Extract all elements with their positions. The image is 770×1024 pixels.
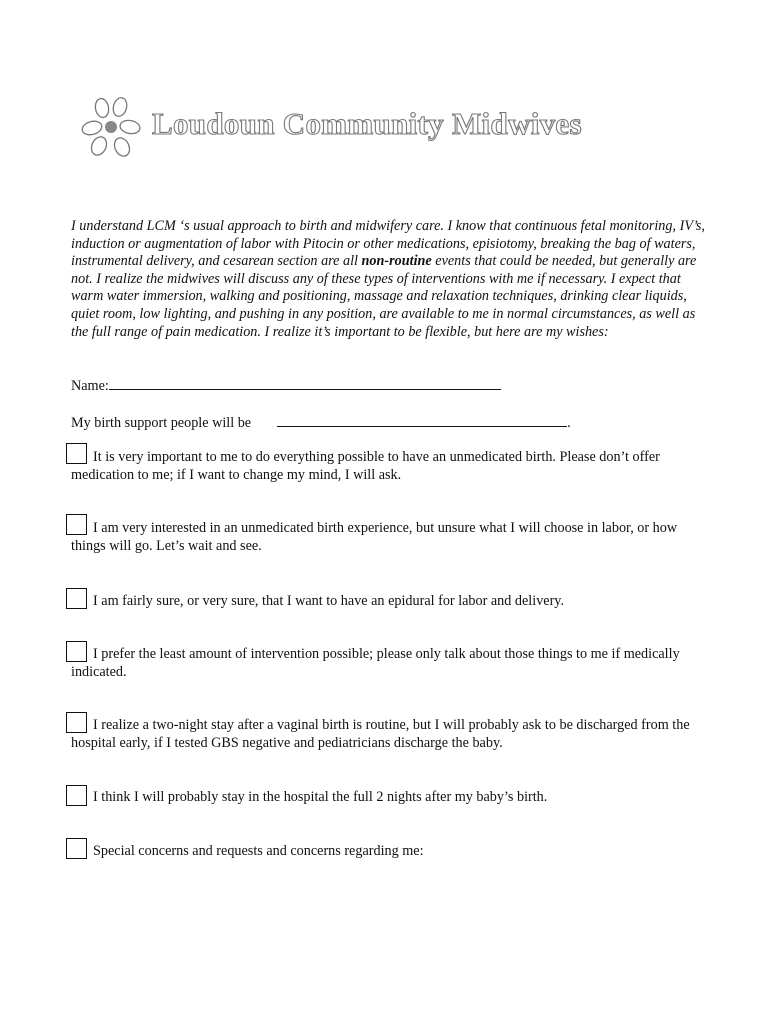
logo-text: Loudoun Community Midwives <box>152 106 582 141</box>
option-5 <box>71 717 711 752</box>
option-7-text: Special concerns and requests and concerns regarding me: <box>93 843 424 859</box>
intro-emphasis: non-routine <box>361 253 432 270</box>
option-1-text: It is very important to me to do everything possible to have an unmedicated birth. Please don’t offer medication to me; if I want to change my mind, I will ask. <box>71 449 660 483</box>
name-label: Name: <box>71 378 109 394</box>
option-7 <box>71 843 711 861</box>
option-6-text: I think I will probably stay in the hospital the full 2 nights after my baby’s birth. <box>93 789 548 805</box>
support-period: . <box>567 415 571 431</box>
option-4-text: I prefer the least amount of intervention possible; please only talk about those things to me if medically indicated. <box>71 646 680 680</box>
logo <box>80 96 582 166</box>
intro-paragraph <box>71 218 711 341</box>
name-input-line[interactable] <box>109 377 501 390</box>
option-2-text: I am very interested in an unmedicated birth experience, but unsure what I will choose in labor, or how things will go. Let’s wait and see. <box>71 520 678 554</box>
option-2 <box>71 520 711 555</box>
option-5-text: I realize a two-night stay after a vaginal birth is routine, but I will probably ask to be discharged from the hospital early, if I tested GBS negative and pediatricians discharge the baby. <box>71 717 690 751</box>
option-6 <box>71 789 711 807</box>
support-label: My birth support people will be <box>71 415 252 431</box>
option-3-text: I am fairly sure, or very sure, that I want to have an epidural for labor and delivery. <box>93 593 565 609</box>
intro-text-2: events that could be needed, but generally are not. I realize the midwives will discuss any of these types of interventions with me if necessary. I expect that warm water immersion, walking and positioning, massage and relaxation techniques, drinking clear liquids, quiet room, low lighting, and pushing in any position, are available to me in normal circumstances, as well as the full range of pain medication. I realize it’s important to be flexible, but here are my wishes: <box>71 253 697 340</box>
flower-icon <box>80 96 148 162</box>
option-3 <box>71 593 711 611</box>
option-4 <box>71 646 711 681</box>
support-input-line[interactable] <box>277 414 567 427</box>
name-field <box>71 377 501 395</box>
option-1 <box>71 449 711 484</box>
intro-text-1: I understand LCM ‘s usual approach to birth and midwifery care. I know that continuous fetal monitoring, IV’s, induction or augmentation of labor with Pitocin or other medications, episiotomy, breaking the bag of waters, instrumental delivery, and cesarean section are all <box>71 218 705 270</box>
support-field <box>71 414 571 432</box>
